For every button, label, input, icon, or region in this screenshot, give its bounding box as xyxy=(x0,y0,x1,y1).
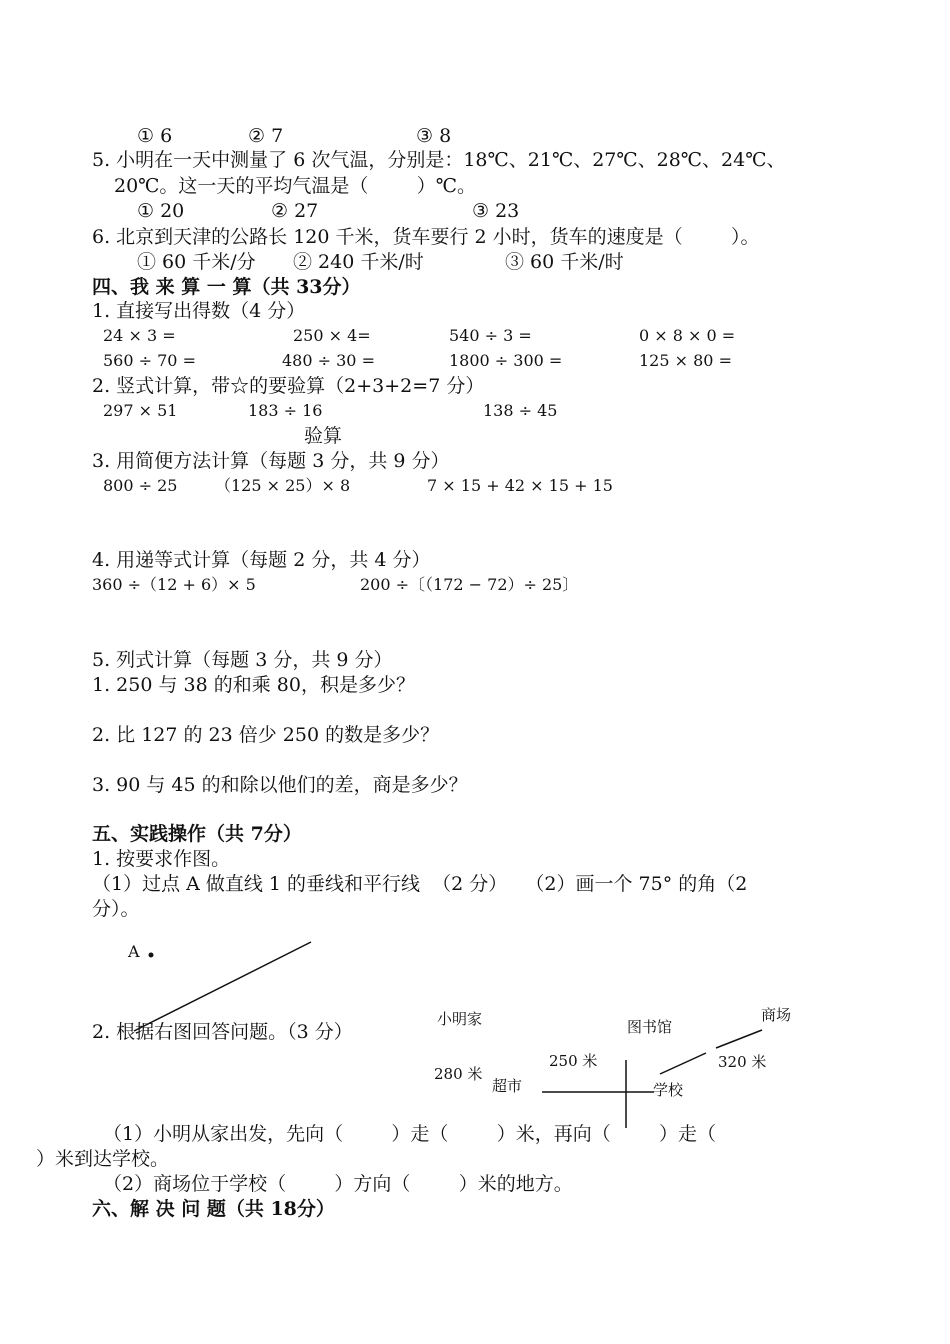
calc-item: 24 × 3 = xyxy=(103,326,176,345)
point-a xyxy=(149,953,154,958)
map-label-home: 小明家 xyxy=(437,1010,483,1028)
calc-item: 1800 ÷ 300 = xyxy=(449,351,563,370)
line-1 xyxy=(134,942,311,1031)
word-calc-item: 3. 90 与 45 的和除以他们的差，商是多少？ xyxy=(92,774,468,796)
simplify-item: 7 × 15 + 42 × 15 + 15 xyxy=(427,476,613,495)
map-label-320m: 320 米 xyxy=(718,1053,767,1071)
stepwise-item: 360 ÷（12 + 6）× 5 xyxy=(92,575,256,594)
s4-p3-title: 3. 用简便方法计算（每题 3 分，共 9 分） xyxy=(92,450,450,472)
s4-p4-title: 4. 用递等式计算（每题 2 分，共 4 分） xyxy=(92,549,431,571)
simplify-item: （125 × 25）× 8 xyxy=(215,476,351,495)
s5-q2-b: （2）商场位于学校（ ）方向（ ）米的地方。 xyxy=(103,1173,573,1195)
calc-item: 560 ÷ 70 = xyxy=(103,351,196,370)
map-road-to-mall xyxy=(716,1030,762,1048)
stepwise-item: 200 ÷〔（172 − 72）÷ 25〕 xyxy=(360,575,579,594)
s4-p5-title: 5. 列式计算（每题 3 分，共 9 分） xyxy=(92,649,393,671)
vertical-calc-item: 183 ÷ 16 xyxy=(248,401,323,420)
q5-option-3: ③ 23 xyxy=(472,200,520,222)
q6-option-2: ② 240 千米/时 xyxy=(293,251,424,273)
map-label-library: 图书馆 xyxy=(627,1018,673,1036)
map-label-mall: 商场 xyxy=(761,1006,792,1024)
check-label: 验算 xyxy=(304,425,343,447)
q6-option-3: ③ 60 千米/时 xyxy=(505,251,624,273)
s4-p1-title: 1. 直接写出得数（4 分） xyxy=(92,300,306,322)
word-calc-item: 2. 比 127 的 23 倍少 250 的数是多少？ xyxy=(92,724,440,746)
section5-title: 五、实践操作（共 7分） xyxy=(92,823,302,845)
q6-text: 6. 北京到天津的公路长 120 千米，货车要行 2 小时，货车的速度是（ ）。 xyxy=(92,226,760,248)
q5-option-2: ② 27 xyxy=(271,200,319,222)
map-label-school: 学校 xyxy=(653,1081,684,1099)
calc-item: 540 ÷ 3 = xyxy=(449,326,532,345)
s5-q1-line1: （1）过点 A 做直线 1 的垂线和平行线 （2 分） （2）画一个 75° 的角（2 xyxy=(92,873,748,895)
q4-option-3: ③ 8 xyxy=(416,125,452,147)
q4-option-2: ② 7 xyxy=(248,125,284,147)
map-label-supermarket: 超市 xyxy=(492,1077,523,1095)
word-calc-item: 1. 250 与 38 的和乘 80，积是多少？ xyxy=(92,674,415,696)
q5-option-1: ① 20 xyxy=(137,200,185,222)
s5-q2-a-line2: ）米到达学校。 xyxy=(36,1148,170,1170)
s5-q2-title: 2. 根据右图回答问题。（3 分） xyxy=(92,1021,353,1043)
s5-q1-title: 1. 按要求作图。 xyxy=(92,848,231,870)
vertical-calc-item: 297 × 51 xyxy=(103,401,178,420)
q5-text-line1: 5. 小明在一天中测量了 6 次气温，分别是：18℃、21℃、27℃、28℃、24℃、 xyxy=(92,149,786,171)
s5-q1-line2: 分）。 xyxy=(92,898,140,920)
calc-item: 125 × 80 = xyxy=(639,351,732,370)
vertical-calc-item: 138 ÷ 45 xyxy=(483,401,558,420)
q6-option-1: ① 60 千米/分 xyxy=(137,251,256,273)
map-label-250m: 250 米 xyxy=(549,1052,598,1070)
section6-title: 六、解 决 问 题（共 18分） xyxy=(92,1198,335,1220)
map-road-to-mall xyxy=(660,1053,706,1074)
section4-title: 四、我 来 算 一 算（共 33分） xyxy=(92,276,361,298)
s5-q2-a-line1: （1）小明从家出发，先向（ ）走（ ）米，再向（ ）走（ xyxy=(103,1123,717,1145)
map-label-280m: 280 米 xyxy=(434,1065,483,1083)
calc-item: 480 ÷ 30 = xyxy=(282,351,375,370)
q5-text-line2: 20℃。这一天的平均气温是（ ）℃。 xyxy=(114,175,477,197)
calc-item: 0 × 8 × 0 = xyxy=(639,326,736,345)
s4-p2-title: 2. 竖式计算，带☆的要验算（2+3+2=7 分） xyxy=(92,375,485,397)
point-a-label: A xyxy=(128,942,140,961)
q4-option-1: ① 6 xyxy=(137,125,173,147)
calc-item: 250 × 4= xyxy=(293,326,371,345)
simplify-item: 800 ÷ 25 xyxy=(103,476,178,495)
